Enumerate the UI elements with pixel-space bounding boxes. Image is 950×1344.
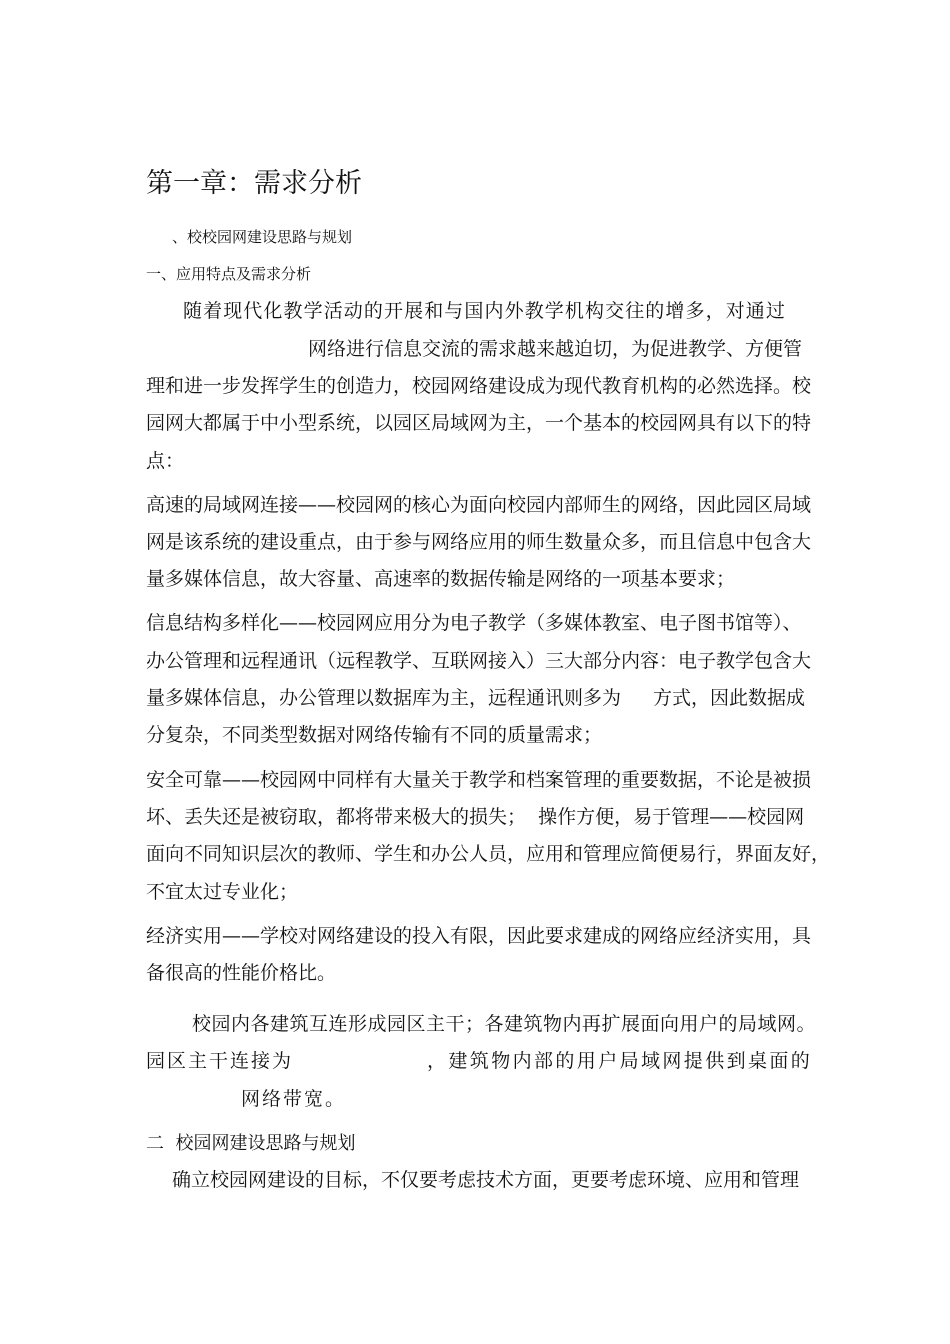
- para1-line5: 点：: [146, 450, 185, 472]
- para1-line3: 理和进一步发挥学生的创造力，校园网络建设成为现代教育机构的必然选择。校: [146, 375, 812, 397]
- para3-line3-end: 方式，因此数据成: [653, 687, 806, 709]
- para4-line3: 面向不同知识层次的教师、学生和办公人员，应用和管理应简便易行，界面友好，: [146, 843, 831, 865]
- section-intro-heading: 、校校园网建设思路与规划: [172, 228, 353, 246]
- section1-heading: 一、应用特点及需求分析: [146, 265, 312, 283]
- para5-line2: 备很高的性能价格比。: [146, 962, 337, 984]
- para1-line4: 园网大都属于中小型系统，以园区局域网为主，一个基本的校园网具有以下的特: [146, 412, 812, 434]
- chapter-title: 第一章：需求分析: [146, 168, 362, 199]
- para6-line3: 网络带宽。: [241, 1088, 347, 1110]
- para6-line2-start: 园区主干连接为: [146, 1050, 294, 1072]
- para2-line1: 高速的局域网连接——校园网的核心为面向校园内部师生的网络，因此园区局域: [146, 494, 812, 516]
- para2-line2: 网是该系统的建设重点，由于参与网络应用的师生数量众多，而且信息中包含大: [146, 531, 812, 553]
- para4-line4: 不宜太过专业化；: [146, 881, 299, 903]
- para3-line4: 分复杂，不同类型数据对网络传输有不同的质量需求；: [146, 724, 603, 746]
- para4-line1: 安全可靠——校园网中同样有大量关于教学和档案管理的重要数据，不论是被损: [146, 769, 812, 791]
- para5-line1: 经济实用——学校对网络建设的投入有限，因此要求建成的网络应经济实用，具: [146, 925, 812, 947]
- para7-line1: 确立校园网建设的目标，不仅要考虑技术方面，更要考虑环境、应用和管理: [172, 1169, 800, 1191]
- para6-line2-end: ，建筑物内部的用户局域网提供到桌面的: [427, 1050, 813, 1072]
- para4-line2: 坏、丢失还是被窃取，都将带来极大的损失； 操作方便，易于管理——校园网: [146, 806, 805, 828]
- para6-line1: 校园内各建筑互连形成园区主干；各建筑物内再扩展面向用户的局域网。: [192, 1013, 817, 1035]
- para1-line2: 网络进行信息交流的需求越来越迫切，为促进教学、方便管: [308, 338, 803, 360]
- para2-line3: 量多媒体信息，故大容量、高速率的数据传输是网络的一项基本要求；: [146, 568, 736, 590]
- para3-line1: 信息结构多样化——校园网应用分为电子教学（多媒体教室、电子图书馆等）、: [146, 612, 802, 634]
- para3-line3-start: 量多媒体信息，办公管理以数据库为主，远程通讯则多为: [146, 687, 622, 709]
- para1-line1: 随着现代化教学活动的开展和与国内外教学机构交往的增多，对通过: [183, 300, 787, 322]
- section2-heading: 二 校园网建设思路与规划: [146, 1133, 356, 1154]
- para3-line2: 办公管理和远程通讯（远程教学、互联网接入）三大部分内容：电子教学包含大: [146, 650, 812, 672]
